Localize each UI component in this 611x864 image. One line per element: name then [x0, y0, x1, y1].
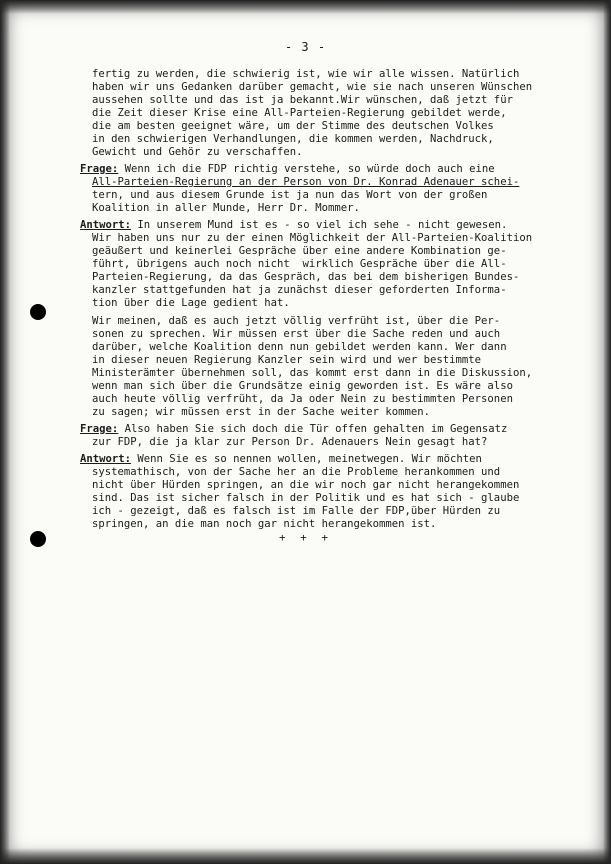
text-span: Wenn ich die FDP richtig verstehe, so würde doch auch eine: [124, 163, 495, 175]
text-line: die am besten geeignet wäre, um der Stimme des deutschen Volkes: [92, 120, 494, 132]
text-line: All-Parteien-Regierung an der Person von Dr. Konrad Adenauer schei-: [92, 176, 520, 188]
text-line: sonen zu sprechen. Wir müssen erst über die Sache reden und auch: [92, 328, 501, 340]
text-line: aussehen sollte und das ist ja bekannt.Wir wünschen, daß jetzt für: [92, 94, 513, 106]
speaker-label-antwort: Antwort:: [80, 453, 132, 465]
speaker-label-antwort: Antwort:: [80, 219, 132, 231]
text-line: zur FDP, die ja klar zur Person Dr. Adenauers Nein gesagt hat?: [92, 436, 488, 448]
scan-edge-left: [0, 0, 10, 864]
text-line: Koalition in aller Munde, Herr Dr. Mommer.: [92, 202, 360, 214]
text-line: tern, und aus diesem Grunde ist ja nun das Wort von der großen: [92, 189, 488, 201]
speaker-label-frage: Frage:: [80, 423, 119, 435]
text-line: die Zeit dieser Krise eine All-Parteien-Regierung gebildet werde,: [92, 107, 507, 119]
text-line: Gewicht und Gehör zu verschaffen.: [92, 146, 303, 158]
text-span: In unserem Mund ist es - so viel ich sehe - nicht gewesen.: [137, 219, 508, 231]
scan-edge-top: [0, 0, 611, 14]
text-line: führt, übrigens auch noch nicht wirklich Gespräche über die All-: [92, 258, 507, 270]
question-line: [80, 163, 495, 176]
text-line: wenn man sich über die Grundsätze einig geworden ist. Es wäre also: [92, 380, 513, 392]
answer-line: [80, 219, 507, 232]
text-span: Wenn Sie es so nennen wollen, meinetwegen. Wir möchten: [137, 453, 482, 465]
question-line: [80, 423, 507, 436]
text-line: tion über die Lage gedient hat.: [92, 297, 290, 309]
scan-edge-right: [603, 0, 611, 864]
text-line: sind. Das ist sicher falsch in der Politik und es hat sich - glaube: [92, 492, 520, 504]
text-line: systemathisch, von der Sache her an die Probleme herankommen und: [92, 466, 501, 478]
text-line: ich - gezeigt, daß es falsch ist im Falle der FDP,über Hürden zu: [92, 505, 501, 517]
text-line: fertig zu werden, die schwierig ist, wie wir alle wissen. Natürlich: [92, 68, 520, 80]
text-line: in den schwierigen Verhandlungen, die kommen werden, Nachdruck,: [92, 133, 494, 145]
text-line: Wir meinen, daß es auch jetzt völlig verfrüht ist, über die Per-: [92, 315, 501, 327]
text-line: Wir haben uns nur zu der einen Möglichkeit der All-Parteien-Koalition: [92, 232, 533, 244]
text-line: Parteien-Regierung, da das Gespräch, das bei dem bisherigen Bundes-: [92, 271, 520, 283]
text-line: Ministerämter übernehmen soll, das kommt erst dann in die Diskussion,: [92, 367, 533, 379]
text-span: Also haben Sie sich doch die Tür offen gehalten im Gegensatz: [124, 423, 508, 435]
text-line: kanzler stattgefunden hat ja zunächst dieser geforderten Informa-: [92, 284, 507, 296]
punch-hole: [30, 304, 46, 320]
page-number: - 3 -: [284, 40, 327, 54]
scan-edge-bottom: [0, 848, 611, 864]
closing-marks: + + +: [278, 531, 333, 544]
text-line: zu sagen; wir müssen erst in der Sache weiter kommen.: [92, 406, 431, 418]
text-line: springen, an die man noch gar nicht herangekommen ist.: [92, 518, 437, 530]
speaker-label-frage: Frage:: [80, 163, 119, 175]
text-line: in dieser neuen Regierung Kanzler sein wird und wer bestimmte: [92, 354, 482, 366]
punch-hole: [30, 531, 46, 547]
text-line: geäußert und keinerlei Gespräche über eine andere Kombination ge-: [92, 245, 507, 257]
text-line: haben wir uns Gedanken darüber gemacht, wie sie nach unseren Wünschen: [92, 81, 533, 93]
text-line: darüber, welche Koalition denn nun gebildet werden kann. Wer dann: [92, 341, 507, 353]
text-line: nicht über Hürden springen, an die wir noch gar nicht herangekommen: [92, 479, 520, 491]
answer-line: [80, 453, 482, 466]
text-line: auch heute völlig verfrüht, da Ja oder Nein zu bestimmten Personen: [92, 393, 513, 405]
